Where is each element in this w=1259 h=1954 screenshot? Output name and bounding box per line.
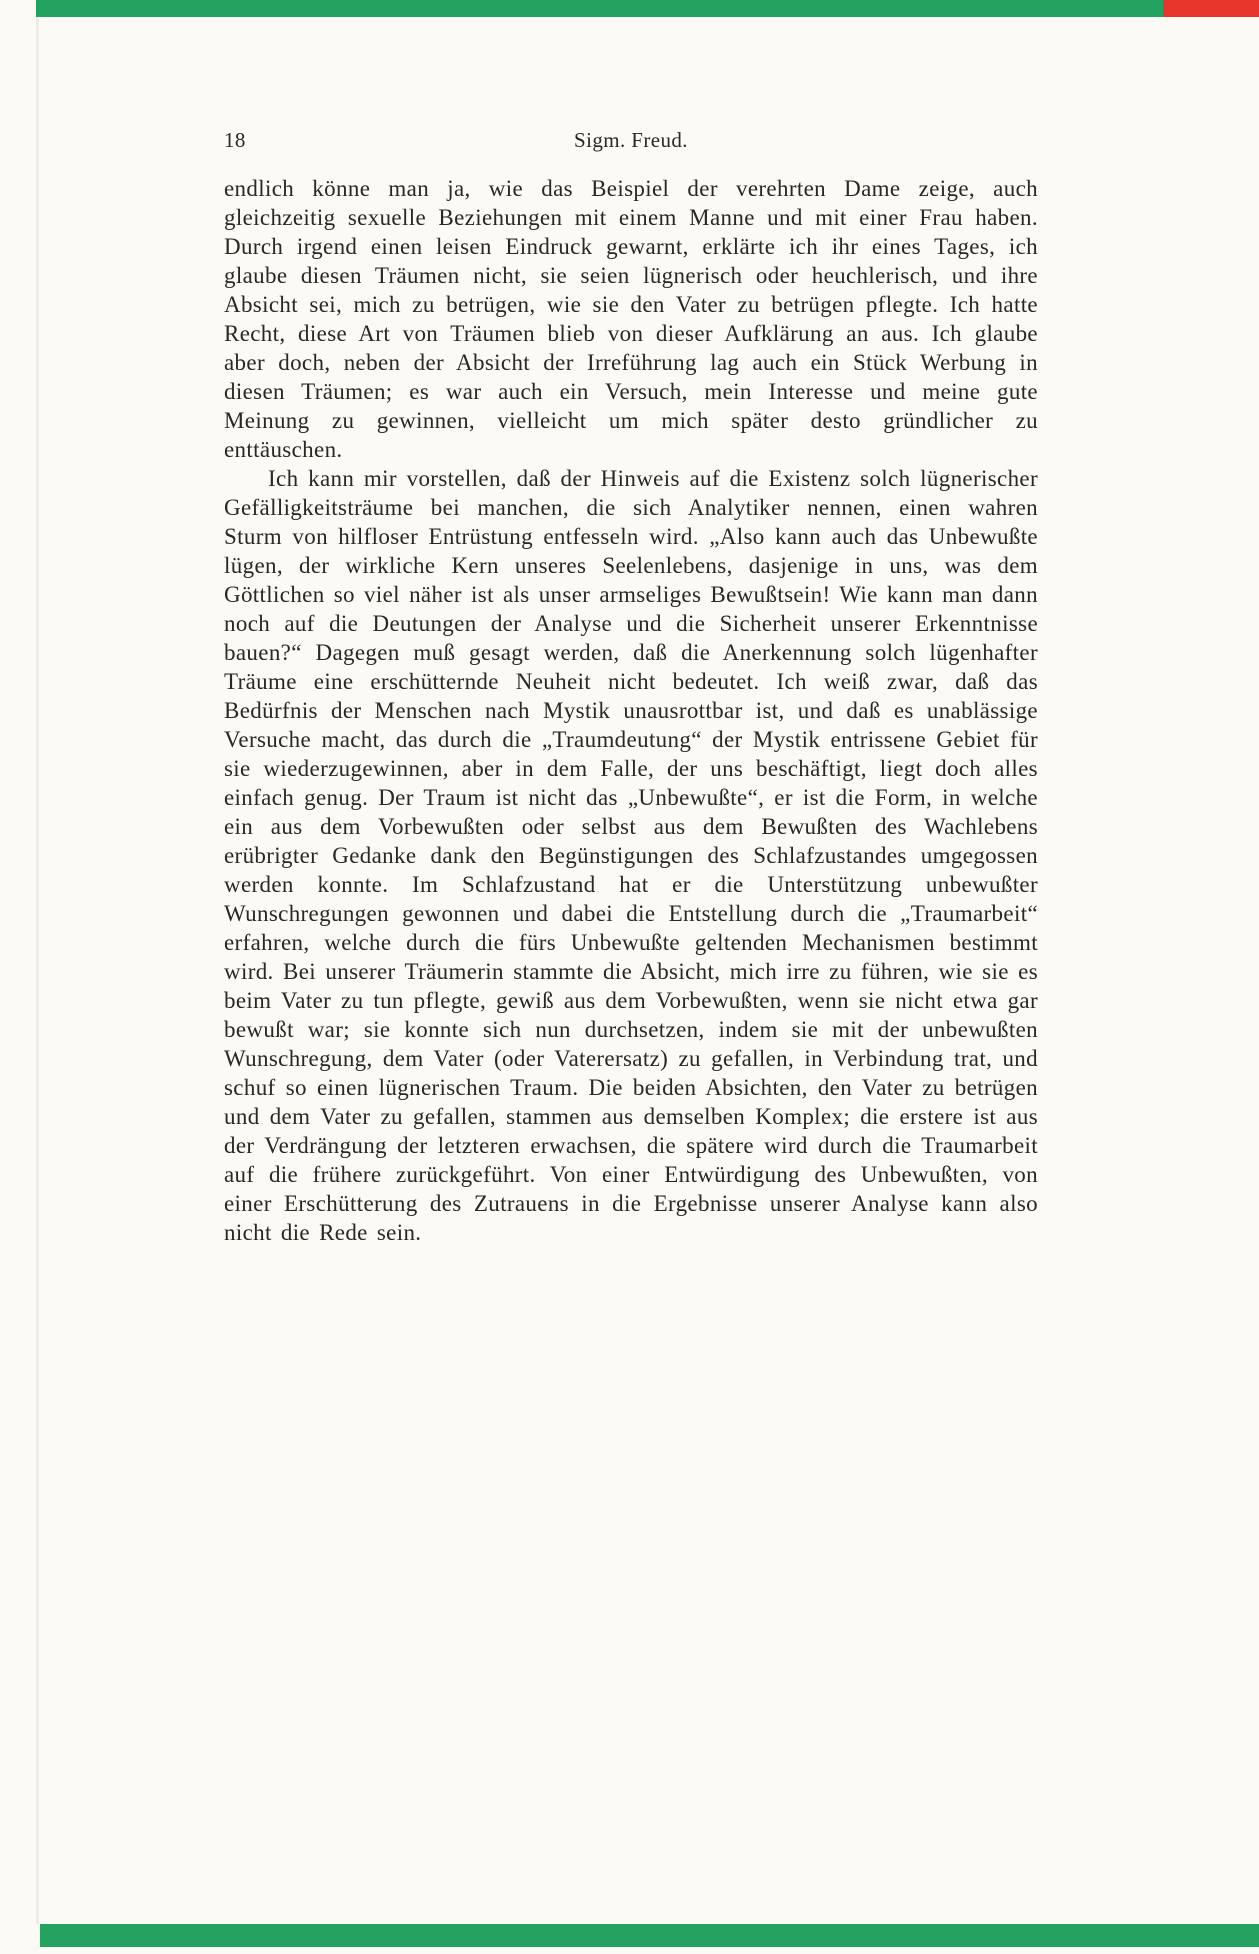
page-header <box>224 128 1038 160</box>
scan-edge-top-green <box>36 0 1259 17</box>
running-head: Sigm. Freud. <box>574 128 688 152</box>
scan-edge-bottom-green <box>40 1924 1259 1947</box>
page-number: 18 <box>224 128 246 152</box>
scan-edge-left-shadow <box>36 17 39 1924</box>
paragraph-1: endlich könne man ja, wie das Beispiel der verehrten Dame zeige, auch gleichzeitig sexuelle Beziehungen mit einem Manne und mit einer Frau haben. Durch irgend einen leisen Eindruck gewarnt, erklärte ich ihr eines Tages, ich glaube diesen Träumen nicht, sie seien lügnerisch oder heuchlerisch, und ihre Absicht sei, mich zu betrügen, wie sie den Vater zu betrügen pflegte. Ich hatte Recht, diese Art von Träumen blieb von dieser Aufklärung an aus. Ich glaube aber doch, neben der Absicht der Irreführung lag auch ein Stück Werbung in diesen Träumen; es war auch ein Versuch, mein Interesse und meine gute Meinung zu gewinnen, vielleicht um mich später desto gründlicher zu enttäuschen. <box>224 176 1038 462</box>
body-text <box>224 174 1038 1247</box>
paragraph-2: Ich kann mir vorstellen, daß der Hinweis auf die Existenz solch lügnerischer Gefälligkeitsträume bei manchen, die sich Analytiker nennen, einen wahren Sturm von hilfloser Entrüstung entfesseln wird. „Also kann auch das Unbewußte lügen, der wirkliche Kern unseres Seelenlebens, dasjenige in uns, was dem Göttlichen so viel näher ist als unser armseliges Bewußtsein! Wie kann man dann noch auf die Deutungen der Analyse und die Sicherheit unserer Erkenntnisse bauen?“ Dagegen muß gesagt werden, daß die Anerkennung solch lügenhafter Träume eine erschütternde Neuheit nicht bedeutet. Ich weiß zwar, daß das Bedürfnis der Menschen nach Mystik unausrottbar ist, und daß es unablässige Versuche macht, das durch die „Traumdeutung“ der Mystik entrissene Gebiet für sie wiederzugewinnen, aber in dem Falle, der uns beschäftigt, liegt doch alles einfach genug. Der Traum ist nicht das „Unbewußte“, er ist die Form, in welche ein aus dem Vorbewußten oder selbst aus dem Bewußten des Wachlebens erübrigter Gedanke dank den Begünstigungen des Schlafzustandes umgegossen werden konnte. Im Schlafzustand hat er die Unterstützung unbewußter Wunschregungen gewonnen und dabei die Entstellung durch die „Traumarbeit“ erfahren, welche durch die fürs Unbewußte geltenden Mechanismen bestimmt wird. Bei unserer Träumerin stammte die Absicht, mich irre zu führen, wie sie es beim Vater zu tun pflegte, gewiß aus dem Vorbewußten, wenn sie nicht etwa gar bewußt war; sie konnte sich nun durchsetzen, indem sie mit der unbewußten Wunschregung, dem Vater (oder Vaterersatz) zu gefallen, in Verbindung trat, und schuf so einen lügnerischen Traum. Die beiden Absichten, den Vater zu betrügen und dem Vater zu gefallen, stammen aus demselben Komplex; die erstere ist aus der Verdrängung der letzteren erwachsen, die spätere wird durch die Traumarbeit auf die frühere zurückgeführt. Von einer Entwürdigung des Unbewußten, von einer Erschütterung des Zutrauens in die Ergebnisse unserer Analyse kann also nicht die Rede sein. <box>224 466 1038 1245</box>
scan-edge-top-red-mark <box>1163 0 1259 17</box>
scanned-book-page <box>224 128 1038 1247</box>
